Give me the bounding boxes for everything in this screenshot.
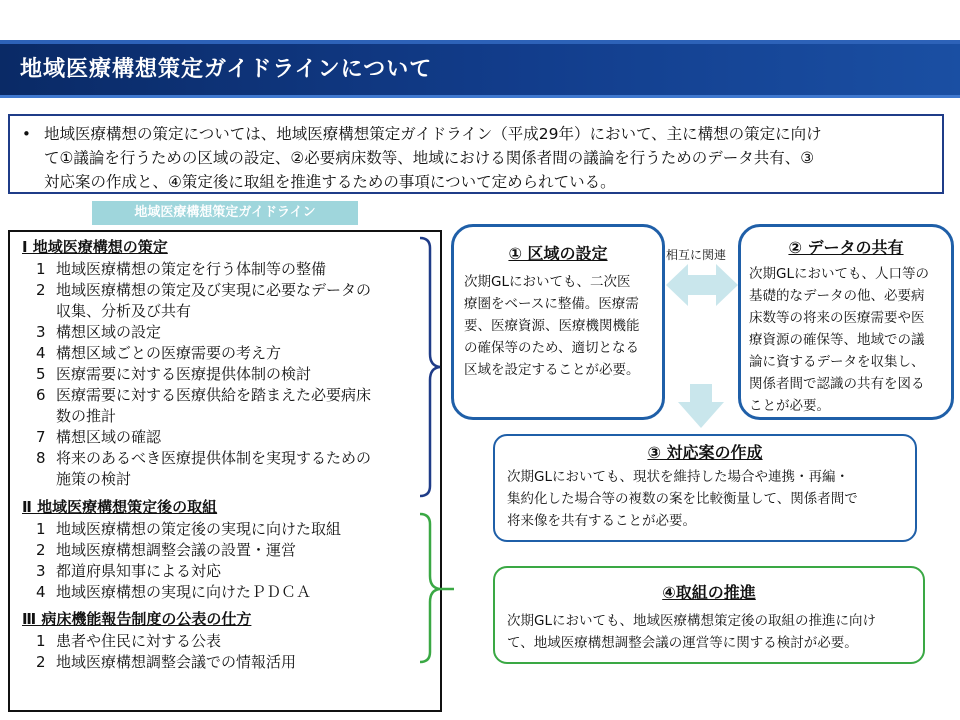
item-text: 地域医療構想の実現に向けたＰＤＣＡ (56, 583, 312, 601)
section-1-item-2 (36, 280, 371, 322)
data-sharing-text (749, 263, 929, 417)
section-2-item-4 (36, 582, 311, 603)
response-plan-text (507, 466, 858, 532)
text-line: 集約化した場合等の複数の案を比較衡量して、関係者間で (507, 491, 858, 507)
title-bar (0, 40, 960, 98)
item-text: 医療需要に対する医療供給を踏まえた必要病床 (56, 386, 372, 404)
text-line: 将来像を共有することが必要。 (507, 513, 696, 529)
item-number: 4 (36, 344, 46, 362)
section-1-item-5 (36, 364, 311, 385)
item-text: 構想区域ごとの医療需要の考え方 (56, 344, 282, 362)
initiative-promotion-text (507, 610, 876, 654)
section-2-heading: Ⅱ 地域医療構想策定後の取組 (22, 498, 218, 516)
item-number: 6 (36, 386, 46, 404)
section-1-heading: Ⅰ 地域医療構想の策定 (22, 238, 168, 256)
text-line: 次期GLにおいても、地域医療構想策定後の取組の推進に向け (507, 613, 876, 629)
item-text-cont: 施策の検討 (56, 470, 132, 488)
text-line: 関係者間で認識の共有を図る (749, 376, 925, 392)
item-text: 将来のあるべき医療提供体制を実現するための (56, 449, 372, 467)
text-line: 基礎的なデータの他、必要病 (749, 288, 925, 304)
title-stripe-bottom (0, 95, 960, 98)
item-number: 3 (36, 323, 46, 341)
section-1-item-6 (36, 385, 371, 427)
data-sharing-box (738, 224, 954, 420)
item-number: 2 (36, 541, 46, 559)
section-1-item-3 (36, 322, 161, 343)
text-line: 論に資するデータを収集し、 (749, 354, 925, 370)
initiative-promotion-title: ④取組の推進 (662, 583, 756, 602)
item-text-cont: 数の推計 (56, 407, 117, 425)
mutual-relation-label: 相互に関連 (666, 248, 727, 262)
intro-line-3: 対応案の作成と、④策定後に取組を推進するための事項について定められている。 (44, 173, 616, 191)
item-number: 4 (36, 583, 46, 601)
section-3-heading: Ⅲ 病床機能報告制度の公表の仕方 (22, 610, 252, 628)
item-number: 3 (36, 562, 46, 580)
item-number: 1 (36, 520, 46, 538)
section-1-item-4 (36, 343, 281, 364)
item-number: 8 (36, 449, 46, 467)
intro-box (8, 114, 944, 194)
text-line: 次期GLにおいても、人口等の (749, 266, 929, 282)
item-text: 都道府県知事による対応 (56, 562, 222, 580)
item-text: 地域医療構想調整会議での情報活用 (56, 653, 297, 671)
item-number: 7 (36, 428, 46, 446)
intro-bullet: • (22, 125, 31, 143)
data-sharing-title: ② データの共有 (788, 238, 904, 257)
text-line: 次期GLにおいても、現状を維持した場合や連携・再編・ (507, 469, 849, 485)
item-number: 1 (36, 260, 46, 278)
section-2-item-1 (36, 519, 341, 540)
intro-line-1: 地域医療構想の策定については、地域医療構想策定ガイドライン（平成29年）において、主に構想の策定に向け (44, 125, 822, 143)
outline-box (8, 230, 442, 712)
section-3-item-1 (36, 631, 221, 652)
response-plan-title: ③ 対応案の作成 (647, 443, 763, 462)
item-text: 地域医療構想の策定及び実現に必要なデータの (56, 281, 372, 299)
response-plan-box (493, 434, 917, 542)
section-1-item-1 (36, 259, 326, 280)
title-stripe-top (0, 40, 960, 44)
region-setting-title: ① 区域の設定 (508, 244, 608, 263)
text-line: 療圏をベースに整備。医療需 (464, 296, 639, 312)
item-text: 医療需要に対する医療提供体制の検討 (56, 365, 312, 383)
section-2-item-2 (36, 540, 296, 561)
down-arrow-icon (676, 384, 726, 430)
text-line: の確保等のため、適切となる (464, 340, 639, 356)
page-title: 地域医療構想策定ガイドラインについて (20, 57, 433, 82)
brace-green (416, 512, 456, 664)
text-line: て、地域医療構想調整会議の運営等に関する検討が必要。 (507, 635, 858, 651)
text-line: 要、医療資源、医療機関機能 (464, 318, 640, 334)
item-number: 2 (36, 653, 46, 671)
intro-line-2: て①議論を行うための区域の設定、②必要病床数等、地域における関係者間の議論を行うためのデータ共有、③ (44, 149, 815, 167)
section-2-item-3 (36, 561, 221, 582)
region-setting-box (451, 224, 665, 420)
item-number: 5 (36, 365, 46, 383)
brace-blue (416, 236, 444, 498)
item-text: 地域医療構想の策定を行う体制等の整備 (56, 260, 327, 278)
item-text: 患者や住民に対する公表 (56, 632, 222, 650)
section-1-item-8 (36, 448, 371, 490)
double-arrow-icon (664, 262, 740, 308)
guideline-label: 地域医療構想策定ガイドライン (92, 201, 358, 225)
text-line: 次期GLにおいても、二次医 (464, 274, 631, 290)
section-3-item-2 (36, 652, 296, 673)
item-text: 構想区域の設定 (56, 323, 162, 341)
text-line: 区域を設定することが必要。 (464, 362, 640, 378)
text-line: ことが必要。 (749, 398, 830, 414)
item-text: 構想区域の確認 (56, 428, 162, 446)
item-text-cont: 収集、分析及び共有 (56, 302, 192, 320)
text-line: 療資源の確保等、地域での議 (749, 332, 925, 348)
region-setting-text (464, 271, 640, 381)
item-number: 1 (36, 632, 46, 650)
section-1-item-7 (36, 427, 161, 448)
item-text: 地域医療構想の策定後の実現に向けた取組 (56, 520, 342, 538)
text-line: 床数等の将来の医療需要や医 (749, 310, 925, 326)
item-number: 2 (36, 281, 46, 299)
initiative-promotion-box (493, 566, 925, 664)
item-text: 地域医療構想調整会議の設置・運営 (56, 541, 297, 559)
